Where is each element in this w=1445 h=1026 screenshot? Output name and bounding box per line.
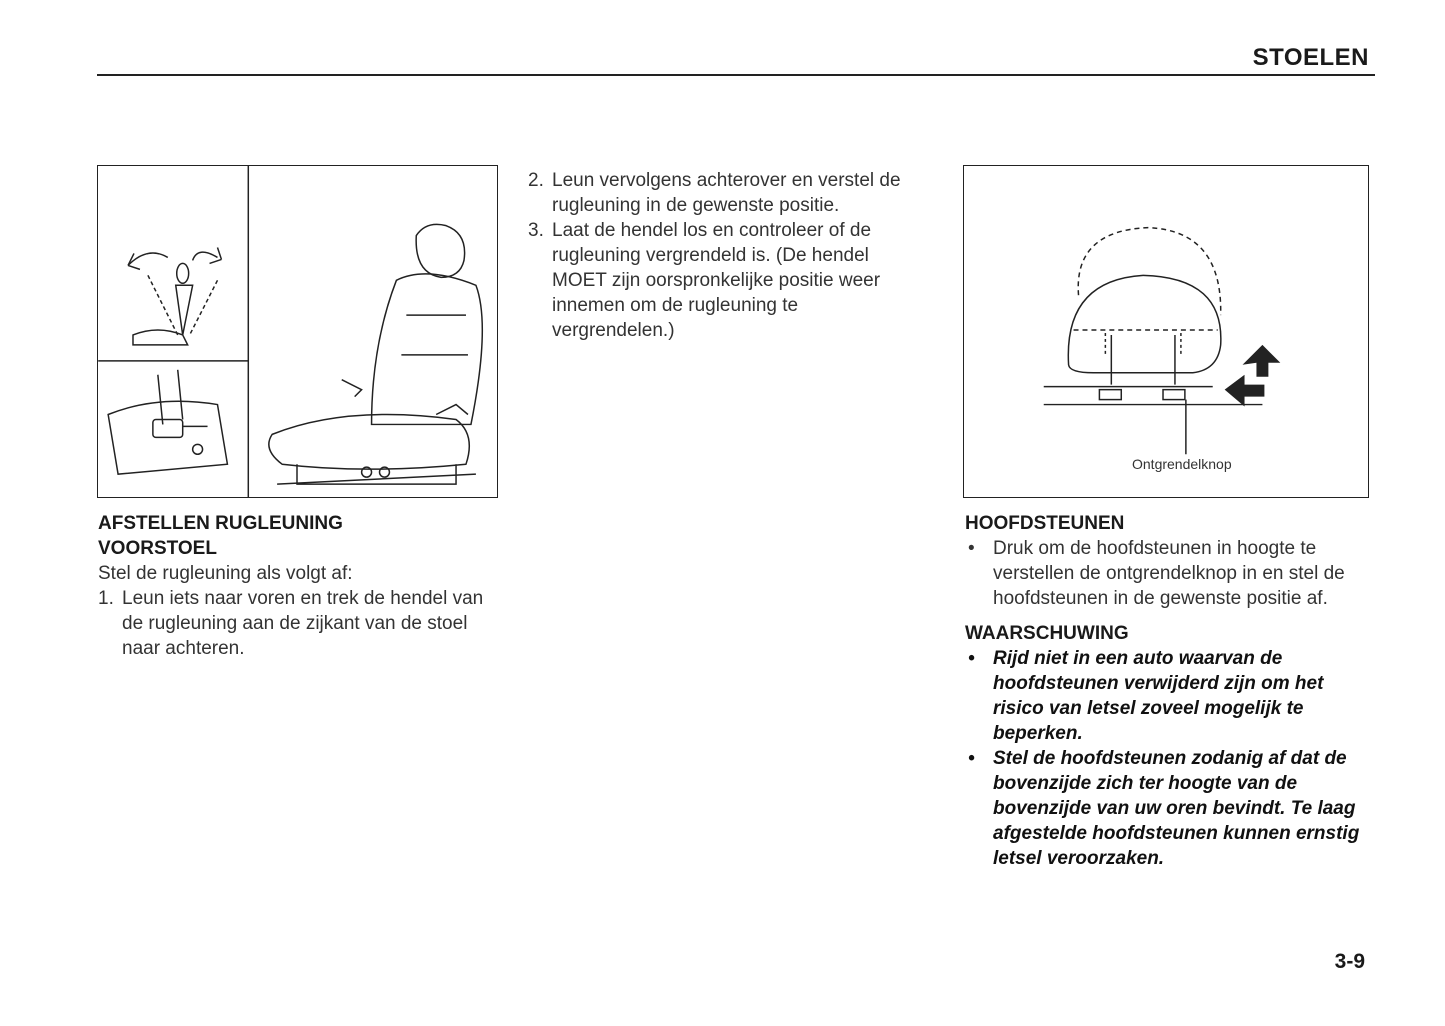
seat-back-steps-continued (528, 168, 923, 343)
step-text: Leun vervolgens achterover en verstel de rugleuning in de gewenste positie. (552, 170, 901, 216)
step-item (528, 218, 923, 343)
headrest-illustration (964, 166, 1368, 497)
seat-back-section (98, 511, 498, 661)
bullet-icon: • (968, 748, 975, 769)
bullet-icon: • (968, 648, 975, 669)
seat-back-heading-line2: VOORSTOEL (98, 538, 217, 559)
warning-text: Stel de hoofdsteunen zodanig af dat de bovenzijde zich ter hoogte van de bovenzijde van uw oren bevindt. Te laag afgestelde hoofdsteunen kunnen ernstig letsel veroorzaken. (993, 748, 1360, 869)
step-item (98, 586, 498, 661)
seat-back-intro: Stel de rugleuning als volgt af: (98, 563, 353, 584)
page-number: 3-9 (1334, 950, 1365, 973)
page-title: STOELEN (1252, 44, 1369, 71)
bullet-icon: • (968, 538, 975, 559)
release-button-label: Ontgrendelknop (1132, 456, 1232, 472)
step-number: 2. (528, 170, 544, 191)
step-number: 1. (98, 588, 114, 609)
warning-list (965, 646, 1375, 871)
headrest-figure (963, 165, 1369, 498)
warning-text: Rijd niet in een auto waarvan de hoofdsteunen verwijderd zijn om het risico van letsel zoveel mogelijk te beperken. (993, 648, 1324, 744)
seat-back-heading-line1: AFSTELLEN RUGLEUNING (98, 513, 343, 534)
seat-adjustment-figure (97, 165, 498, 498)
headrest-section (965, 511, 1375, 871)
list-item-text: Druk om de hoofdsteunen in hoogte te verstellen de ontgrendelknop in en stel de hoofdsteunen in de gewenste positie af. (993, 538, 1345, 609)
step-item (528, 168, 923, 218)
seat-illustration (98, 166, 497, 497)
header-rule (97, 74, 1375, 76)
step-text: Laat de hendel los en controleer of de rugleuning vergrendeld is. (De hendel MOET zijn oorspronkelijke positie weer innemen om de rugleuning te vergrendelen.) (552, 220, 881, 341)
step-number: 3. (528, 220, 544, 241)
seat-back-steps (98, 586, 498, 661)
warning-heading: WAARSCHUWING (965, 623, 1129, 644)
step-text: Leun iets naar voren en trek de hendel van de rugleuning aan de zijkant van de stoel naar achteren. (122, 588, 484, 659)
warning-item (965, 646, 1375, 746)
headrest-heading: HOOFDSTEUNEN (965, 513, 1125, 534)
headrest-instructions (965, 536, 1375, 611)
warning-item (965, 746, 1375, 871)
list-item (965, 536, 1375, 611)
seat-back-steps-2 (528, 168, 923, 343)
